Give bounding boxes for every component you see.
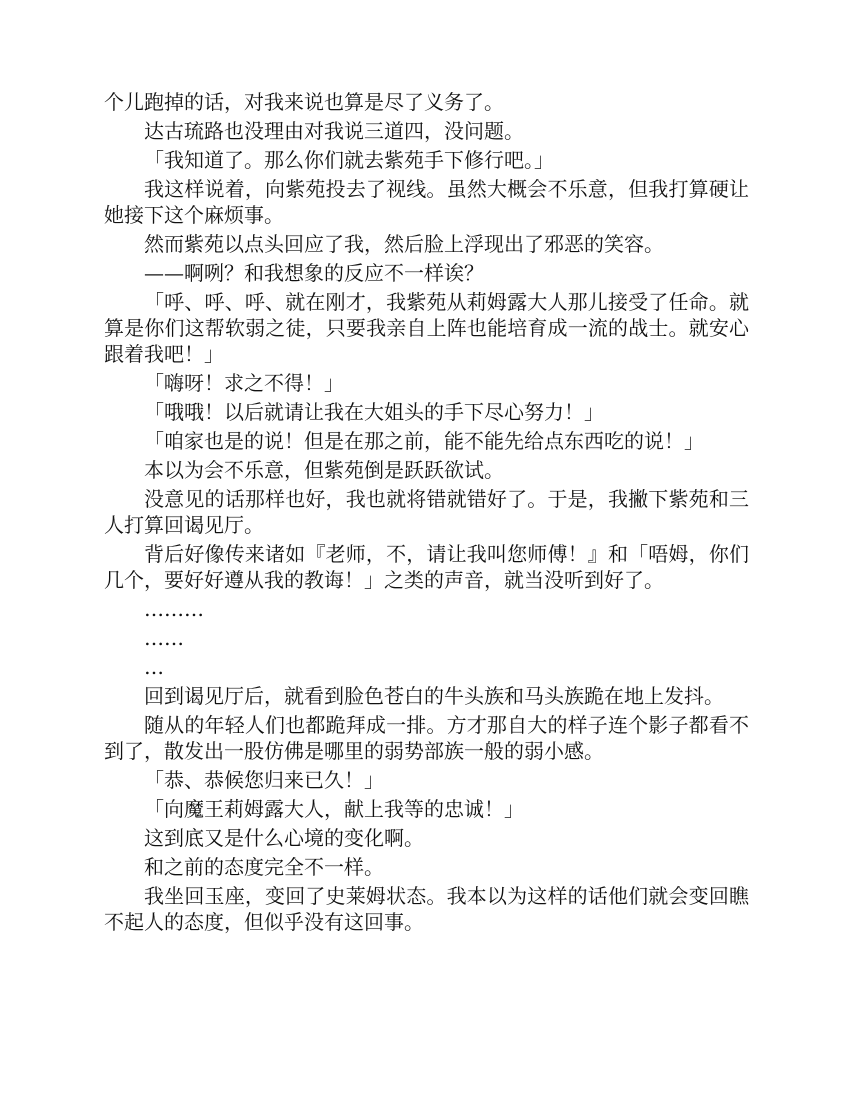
paragraph: 然而紫苑以点头回应了我，然后脸上浮现出了邪恶的笑容。	[144, 232, 664, 256]
paragraph: 我坐回玉座，变回了史莱姆状态。我本以为这样的话他们就会变回瞧不起人的态度，但似乎没有这回事。	[104, 884, 749, 934]
paragraph: 「我知道了。那么你们就去紫苑手下修行吧。」	[144, 148, 554, 172]
paragraph: 随从的年轻人们也都跪拜成一排。方才那自大的样子连个影子都看不到了，散发出一股仿佛是哪里的弱势部族一般的弱小感。	[104, 713, 749, 763]
paragraph: 「向魔王莉姆露大人，献上我等的忠诚！」	[144, 797, 524, 821]
paragraph: 「呼、呼、呼、就在刚才，我紫苑从莉姆露大人那儿接受了任命。就算是你们这帮软弱之徒，只要我亲自上阵也能培育成一流的战士。就安心跟着我吧！」	[104, 290, 749, 366]
paragraph: 我这样说着，向紫苑投去了视线。虽然大概会不乐意，但我打算硬让她接下这个麻烦事。	[104, 177, 749, 227]
paragraph: 这到底又是什么心境的变化啊。	[144, 826, 424, 850]
paragraph: 回到谒见厅后，就看到脸色苍白的牛头族和马头族跪在地上发抖。	[144, 684, 724, 708]
ellipsis-line: …	[144, 655, 164, 679]
paragraph: 和之前的态度完全不一样。	[144, 855, 384, 879]
paragraph: 没意见的话那样也好，我也就将错就错好了。于是，我撇下紫苑和三人打算回谒见厅。	[104, 487, 749, 537]
paragraph: 个儿跑掉的话，对我来说也算是尽了义务了。	[104, 90, 504, 114]
paragraph: 背后好像传来诸如『老师，不，请让我叫您师傅！』和「唔姆，你们几个，要好好遵从我的教诲！」之类的声音，就当没听到好了。	[104, 542, 749, 592]
paragraph: 「咱家也是的说！但是在那之前，能不能先给点东西吃的说！」	[144, 429, 704, 453]
paragraph: 「嗨呀！求之不得！」	[144, 371, 344, 395]
paragraph: 达古琉路也没理由对我说三道四，没问题。	[144, 119, 524, 143]
paragraph: 「恭、恭候您归来已久！」	[144, 768, 384, 792]
ellipsis-line: ………	[144, 597, 204, 621]
paragraph: 「哦哦！以后就请让我在大姐头的手下尽心努力！」	[144, 400, 604, 424]
ellipsis-line: ……	[144, 626, 184, 650]
paragraph: ——啊咧？和我想象的反应不一样诶？	[144, 261, 484, 285]
paragraph: 本以为会不乐意，但紫苑倒是跃跃欲试。	[144, 458, 504, 482]
